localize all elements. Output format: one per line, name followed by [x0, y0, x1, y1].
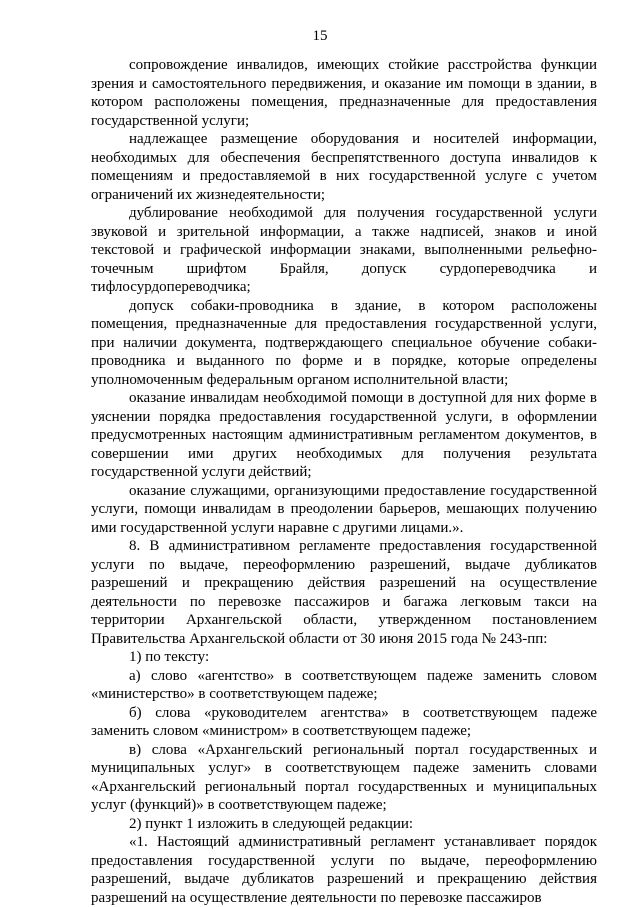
paragraph-10: б) слова «руководителем агентства» в соответствующем падеже заменить словом «министром» в соответствующем падеже;: [91, 704, 597, 739]
paragraph-12: 2) пункт 1 изложить в следующей редакции:: [129, 815, 414, 832]
paragraph-5: оказание инвалидам необходимой помощи в доступной для них форме в уяснении порядка предоставления государственной услуги, в оформлении предусмотренных настоящим административным регламентом документов, в совершении ими других необходимых для получения результата государственной услуги действий;: [91, 390, 597, 480]
paragraph-8: 1) по тексту:: [129, 649, 210, 665]
page-number: 15: [312, 28, 328, 44]
paragraph-9: а) слово «агентство» в соответствующем падеже заменить словом «министерство» в соответствующем падеже;: [91, 667, 597, 702]
paragraph-1: сопровождение инвалидов, имеющих стойкие расстройства функции зрения и самостоятельного передвижения, и оказание им помощи в здании, в котором расположены помещения, предназначенные для предоставления государственной услуги;: [91, 57, 597, 129]
paragraph-4: допуск собаки-проводника в здание, в котором расположены помещения, предназначенные для предоставления государственной услуги, при наличии документа, подтверждающего специальное обучение собаки-проводника и выданного по форме и в порядке, которые определены уполномоченным федеральным органом исполнительной власти;: [91, 297, 597, 388]
paragraph-11: в) слова «Архангельский региональный портал государственных и муниципальных услуг» в соответствующем падеже заменить словами «Архангельский региональный портал государственных и муниципальных услуг (функций)» в соответствующем падеже;: [91, 741, 597, 813]
paragraph-2: надлежащее размещение оборудования и носителей информации, необходимых для обеспечения беспрепятственного доступа инвалидов к помещениям и предоставляемой в них государственной услуге с учетом ограничений их жизнедеятельности;: [91, 131, 597, 203]
paragraph-7: 8. В административном регламенте предоставления государственной услуги по выдаче, переоформлению разрешений, выдаче дубликатов разрешений и прекращению действия разрешений на осуществление деятельности по перевозке пассажиров и багажа легковым такси на территории Архангельской области, утвержденном постановлением Правительства Архангельской области от 30 июня 2015 года № 243-пп:: [91, 538, 597, 647]
paragraph-13: «1. Настоящий административный регламент устанавливает порядок предоставления государственной услуги по выдаче, переоформлению разрешений, выдаче дубликатов разрешений и прекращению действия разрешений на осуществление деятельности по перевозке пассажиров: [91, 834, 597, 906]
document-body: [91, 56, 597, 907]
paragraph-3: дублирование необходимой для получения государственной услуги звуковой и зрительной информации, а также надписей, знаков и иной текстовой и графической информации знаками, выполненными рельефно-точечным шрифтом Брайля, допуск сурдопереводчика и тифлосурдопереводчика;: [91, 205, 597, 295]
paragraph-6: оказание служащими, организующими предоставление государственной услуги, помощи инвалидам в преодолении барьеров, мешающих получению ими государственной услуги наравне с другими лицами.».: [91, 482, 597, 536]
